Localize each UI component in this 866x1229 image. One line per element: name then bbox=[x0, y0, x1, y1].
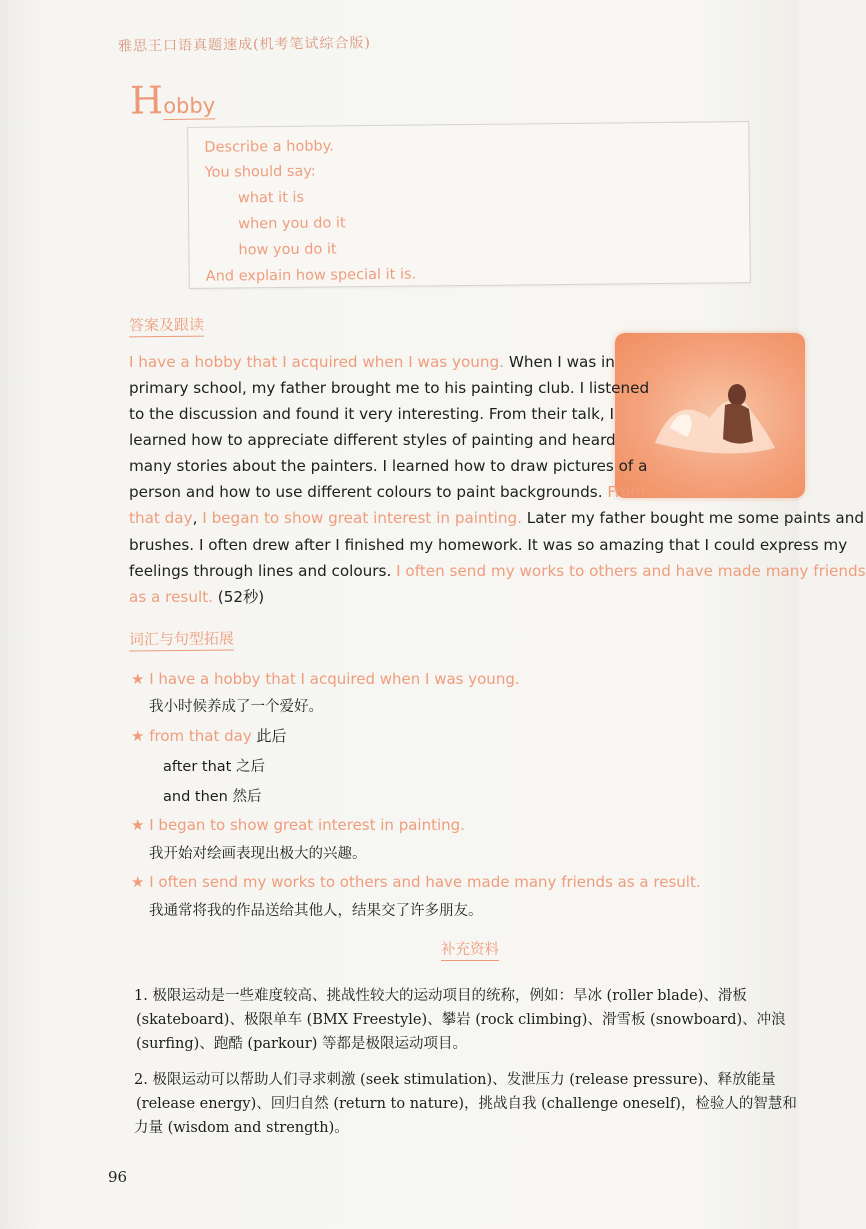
vocab-phrase: I have a hobby that I acquired when I was young. bbox=[149, 670, 520, 688]
vocab-phrase: from that day bbox=[149, 727, 252, 745]
section-heading-answer: 答案及跟读 bbox=[129, 314, 204, 338]
answer-text: Later my father bought me some paints and bbox=[521, 509, 864, 527]
title-initial: H bbox=[129, 78, 164, 123]
vocab-item-3 bbox=[131, 816, 465, 834]
highlighted-phrase: I have a hobby that I acquired when I was young. bbox=[129, 353, 505, 371]
answer-line bbox=[129, 404, 614, 424]
vocab-item-4 bbox=[131, 873, 701, 891]
highlighted-phrase: as a result. bbox=[129, 588, 213, 606]
answer-text: person and how to use different colours to paint backgrounds. bbox=[129, 483, 608, 501]
cue-line: And explain how special it is. bbox=[205, 266, 417, 285]
answer-text: (52秒) bbox=[212, 588, 265, 606]
page-title bbox=[130, 77, 216, 122]
star-icon: ★ bbox=[131, 670, 145, 688]
answer-line bbox=[129, 587, 264, 607]
star-icon: ★ bbox=[131, 727, 145, 745]
answer-line bbox=[129, 561, 866, 581]
highlighted-phrase: I often send my works to others and have made many friends bbox=[396, 562, 866, 580]
vocab-alternative: after that 之后 bbox=[163, 759, 265, 775]
answer-line bbox=[129, 352, 615, 372]
vocab-translation: 此后 bbox=[256, 727, 287, 745]
section-heading-vocab: 词汇与句型拓展 bbox=[129, 627, 234, 651]
supplement-line: 1. 极限运动是一些难度较高、挑战性较大的运动项目的统称，例如：旱冰 (roller blade)、滑板 bbox=[134, 988, 747, 1004]
answer-line bbox=[129, 456, 647, 476]
answer-line bbox=[129, 430, 616, 450]
supplement-line: 力量 (wisdom and strength)。 bbox=[134, 1120, 349, 1136]
section-heading-supplement: 补充资料 bbox=[441, 938, 499, 961]
supplement-line: 2. 极限运动可以帮助人们寻求刺激 (seek stimulation)、发泄压力 (release pressure)、释放能量 bbox=[134, 1072, 776, 1088]
vocab-item-2 bbox=[131, 725, 287, 746]
answer-text: , bbox=[192, 509, 203, 527]
vocab-alternative: and then 然后 bbox=[163, 789, 262, 805]
answer-text: to the discussion and found it very interesting. From their talk, I bbox=[129, 405, 615, 423]
cue-line: when you do it bbox=[238, 215, 346, 233]
answer-line bbox=[129, 535, 847, 555]
vocab-translation: 我小时候养成了一个爱好。 bbox=[149, 699, 323, 715]
cue-line: You should say: bbox=[204, 163, 316, 181]
answer-text: feelings through lines and colours. bbox=[129, 562, 397, 580]
vocab-phrase: I began to show great interest in painting. bbox=[149, 816, 465, 834]
highlighted-phrase: I began to show great interest in painting. bbox=[202, 509, 522, 527]
vocab-translation: 我通常将我的作品送给其他人，结果交了许多朋友。 bbox=[149, 903, 483, 919]
vocab-item-1 bbox=[131, 670, 520, 688]
page-number: 96 bbox=[108, 1168, 128, 1186]
answer-text: When I was in bbox=[504, 353, 615, 371]
answer-text: many stories about the painters. I learned how to draw pictures of a bbox=[129, 457, 648, 475]
vocab-translation: 我开始对绘画表现出极大的兴趣。 bbox=[149, 846, 367, 862]
supplement-line: (skateboard)、极限单车 (BMX Freestyle)、攀岩 (rock climbing)、滑雪板 (snowboard)、冲浪 bbox=[136, 1012, 786, 1028]
cue-card bbox=[187, 121, 751, 289]
vocab-phrase: I often send my works to others and have made many friends as a result. bbox=[149, 873, 701, 891]
answer-line bbox=[129, 378, 649, 398]
supplement-line: (surfing)、跑酷 (parkour) 等都是极限运动项目。 bbox=[136, 1036, 467, 1052]
answer-line bbox=[129, 508, 864, 528]
running-header: 雅思王口语真题速成(机考笔试综合版) bbox=[117, 35, 372, 55]
cue-line: what it is bbox=[237, 189, 305, 207]
answer-text: brushes. I often drew after I finished my homework. It was so amazing that I could express my bbox=[129, 536, 848, 554]
answer-line bbox=[129, 482, 645, 502]
highlighted-phrase: that day bbox=[129, 509, 193, 527]
star-icon: ★ bbox=[131, 873, 145, 891]
answer-text: primary school, my father brought me to his painting club. I listened bbox=[129, 379, 650, 397]
answer-text: learned how to appreciate different styles of painting and heard bbox=[129, 431, 616, 449]
cue-line: how you do it bbox=[238, 241, 337, 259]
supplement-line: (release energy)、回归自然 (return to nature)，挑战自我 (challenge oneself)，检验人的智慧和 bbox=[136, 1096, 797, 1112]
star-icon: ★ bbox=[131, 816, 145, 834]
highlighted-phrase: From bbox=[607, 483, 646, 501]
cue-line: Describe a hobby. bbox=[204, 138, 334, 156]
title-rest: obby bbox=[163, 93, 216, 119]
